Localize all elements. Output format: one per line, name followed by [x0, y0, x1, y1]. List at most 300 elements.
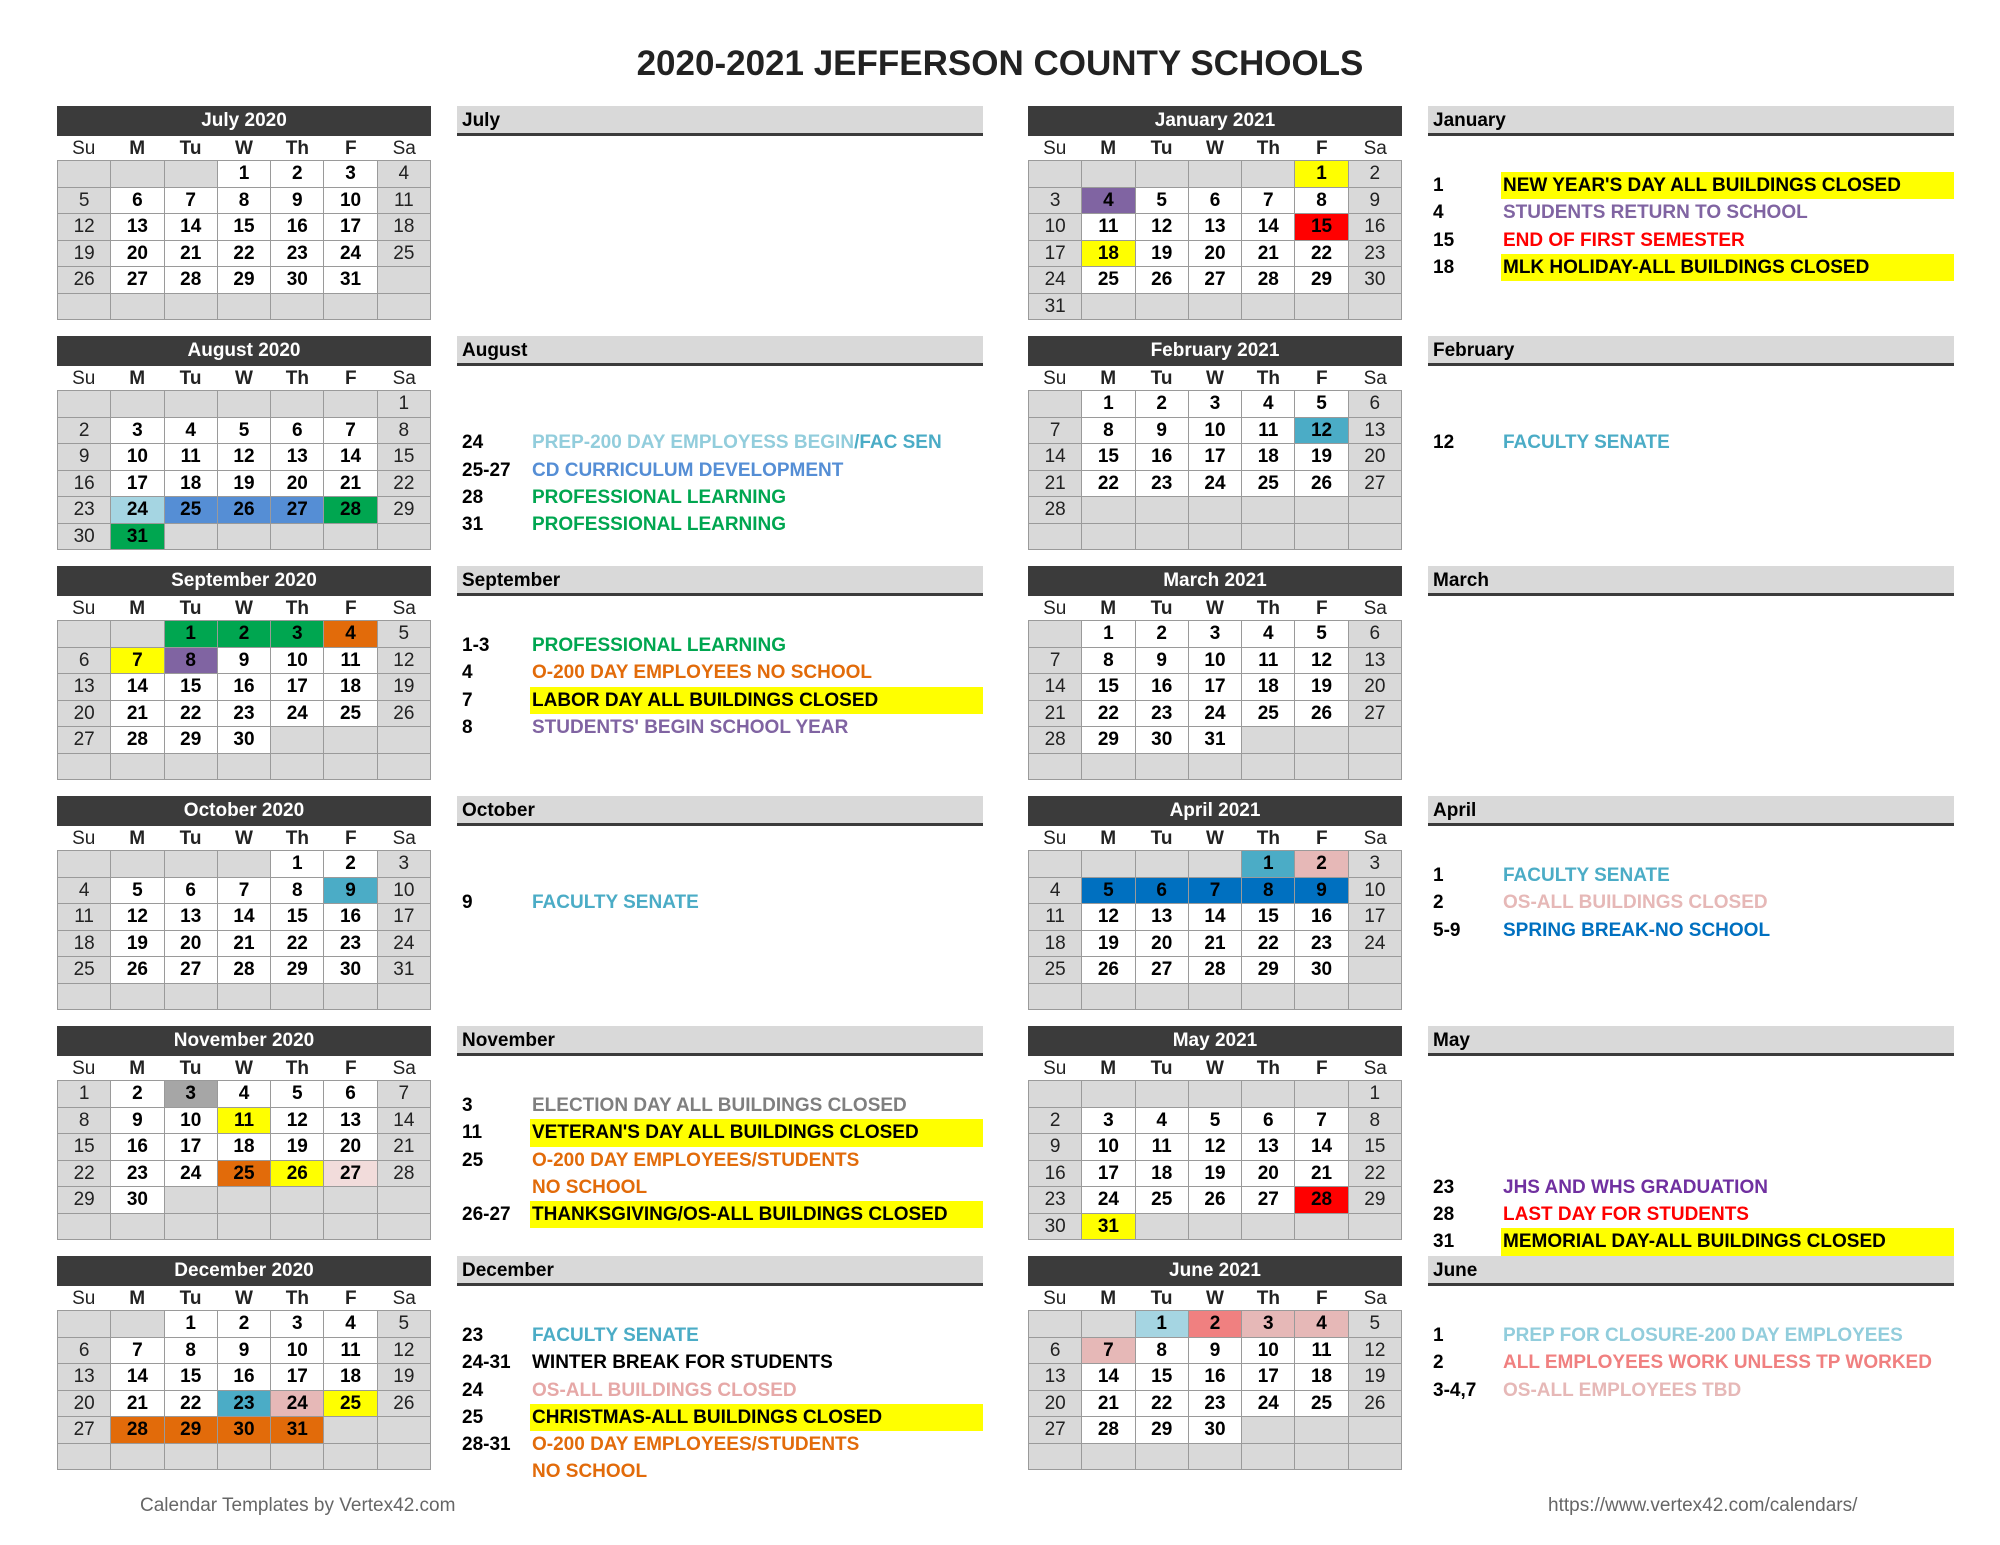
day-cell: 19	[378, 1364, 431, 1391]
event-text: PROFESSIONAL LEARNING	[532, 635, 787, 656]
week-row	[1029, 701, 1402, 728]
event-line	[457, 1431, 983, 1458]
weekday-label: Tu	[179, 598, 202, 619]
empty-cell	[58, 1444, 111, 1471]
empty-cell	[324, 524, 377, 551]
footer-url[interactable]: https://www.vertex42.com/calendars/	[1548, 1495, 1858, 1516]
day-cell: 19	[1136, 241, 1189, 268]
empty-cell	[1295, 754, 1348, 781]
day-cell: 17	[324, 214, 377, 241]
event-text: O-200 DAY EMPLOYEES/STUDENTS	[532, 1434, 860, 1456]
day-cell: 1	[58, 1081, 111, 1108]
day-cell: 7	[111, 648, 164, 675]
event-text	[530, 862, 983, 889]
day-cell: 28	[111, 1417, 164, 1444]
event-text: NO SCHOOL	[532, 1176, 648, 1198]
weekday-label: Th	[285, 828, 309, 849]
week-row	[58, 391, 431, 418]
empty-cell	[378, 1214, 431, 1241]
empty-cell	[1136, 524, 1189, 551]
weekday-label: Tu	[179, 1288, 202, 1309]
notes-month-heading: October	[457, 796, 983, 826]
event-line	[1428, 1228, 1954, 1255]
notes-month-heading: April	[1428, 796, 1954, 826]
empty-cell	[165, 391, 218, 418]
day-cell: 25	[1242, 471, 1295, 498]
empty-cell	[58, 1214, 111, 1241]
day-cell: 6	[1349, 621, 1402, 648]
day-cell: 20	[1029, 1391, 1082, 1418]
empty-cell	[1082, 984, 1135, 1011]
empty-cell	[1295, 984, 1348, 1011]
day-cell: 10	[111, 444, 164, 471]
week-row	[1029, 851, 1402, 878]
empty-cell	[378, 984, 431, 1011]
day-cell: 12	[378, 1338, 431, 1365]
day-cell: 4	[165, 418, 218, 445]
month-calendar	[57, 1026, 431, 1240]
weekday-label: W	[235, 598, 253, 619]
event-text: FACULTY SENATE	[1503, 865, 1670, 886]
empty-cell	[1189, 1444, 1242, 1471]
day-cell: 26	[58, 267, 111, 294]
day-cell: 9	[324, 878, 377, 905]
day-cell: 14	[111, 674, 164, 701]
day-cell: 24	[1189, 471, 1242, 498]
month-title: January 2021	[1028, 106, 1402, 136]
day-cell: 24	[271, 1391, 324, 1418]
week-row	[58, 161, 431, 188]
day-cell: 11	[1136, 1134, 1189, 1161]
day-cell: 13	[1029, 1364, 1082, 1391]
day-cell: 9	[1136, 418, 1189, 445]
day-cell: 28	[218, 957, 271, 984]
day-cell: 30	[1029, 1214, 1082, 1241]
empty-cell	[165, 754, 218, 781]
week-row	[58, 621, 431, 648]
day-cell: 13	[1136, 904, 1189, 931]
notes-month-heading: June	[1428, 1256, 1954, 1286]
day-cell: 13	[58, 674, 111, 701]
empty-cell	[1349, 754, 1402, 781]
day-cell: 30	[58, 524, 111, 551]
day-cell: 22	[1136, 1391, 1189, 1418]
day-cell: 27	[165, 957, 218, 984]
empty-cell	[378, 1444, 431, 1471]
empty-cell	[324, 1187, 377, 1214]
day-cell: 22	[165, 701, 218, 728]
empty-cell	[1242, 161, 1295, 188]
weekday-header	[1028, 366, 1402, 390]
weekday-label: Tu	[179, 828, 202, 849]
day-cell: 18	[378, 214, 431, 241]
day-cell: 12	[1082, 904, 1135, 931]
month-calendar	[57, 566, 431, 780]
month-title: June 2021	[1028, 1256, 1402, 1286]
day-cell: 24	[378, 931, 431, 958]
day-cell: 14	[1082, 1364, 1135, 1391]
empty-cell	[324, 727, 377, 754]
event-text: PROFESSIONAL LEARNING	[532, 486, 787, 508]
day-cell: 29	[218, 267, 271, 294]
weekday-header	[57, 1286, 431, 1310]
empty-cell	[1082, 524, 1135, 551]
empty-cell	[58, 1311, 111, 1338]
notes-month-heading: July	[457, 106, 983, 136]
day-cell: 8	[218, 188, 271, 215]
day-cell: 20	[111, 241, 164, 268]
day-cell: 18	[324, 1364, 377, 1391]
day-cell: 8	[165, 1338, 218, 1365]
event-line	[1428, 1174, 1954, 1201]
day-cell: 6	[1189, 188, 1242, 215]
day-cell: 1	[271, 851, 324, 878]
week-row	[1029, 418, 1402, 445]
weekday-label: Tu	[179, 138, 202, 159]
day-cell: 26	[218, 497, 271, 524]
day-cell: 19	[58, 241, 111, 268]
event-line	[1428, 1201, 1954, 1228]
event-text: FACULTY SENATE	[1503, 432, 1670, 454]
day-cell: 8	[271, 878, 324, 905]
weekday-label: M	[1100, 828, 1117, 849]
month-calendar	[57, 1256, 431, 1470]
day-cell: 21	[1295, 1161, 1348, 1188]
day-cell: 22	[1295, 241, 1348, 268]
empty-cell	[1082, 1081, 1135, 1108]
weekday-label: Sa	[1363, 598, 1387, 619]
empty-cell	[1082, 161, 1135, 188]
day-cell: 25	[1136, 1187, 1189, 1214]
day-cell: 14	[324, 444, 377, 471]
empty-cell	[1136, 984, 1189, 1011]
event-text: OS-ALL EMPLOYEES TBD	[1503, 1379, 1742, 1401]
day-cell: 7	[165, 188, 218, 215]
event-line	[1428, 1377, 1954, 1404]
weekday-label: M	[1100, 598, 1117, 619]
month-title: December 2020	[57, 1256, 431, 1286]
day-cell: 16	[58, 471, 111, 498]
day-cell: 25	[1082, 267, 1135, 294]
day-cell: 23	[1189, 1391, 1242, 1418]
event-date: 24	[462, 1379, 484, 1401]
day-cell: 18	[1242, 674, 1295, 701]
day-cell: 17	[378, 904, 431, 931]
empty-cell	[218, 851, 271, 878]
weekday-label: Su	[72, 828, 96, 849]
day-cell: 29	[1082, 727, 1135, 754]
event-line	[1428, 862, 1954, 889]
day-cell: 6	[1136, 878, 1189, 905]
event-date: 25	[462, 1149, 484, 1171]
day-cell: 11	[378, 188, 431, 215]
day-cell: 27	[1242, 1187, 1295, 1214]
day-cell: 21	[1242, 241, 1295, 268]
day-cell: 1	[1349, 1081, 1402, 1108]
day-cell: 5	[1082, 878, 1135, 905]
empty-cell	[58, 621, 111, 648]
empty-cell	[1082, 754, 1135, 781]
week-row	[1029, 984, 1402, 1011]
day-cell: 17	[111, 471, 164, 498]
event-line	[1428, 1119, 1954, 1146]
day-cell: 19	[1082, 931, 1135, 958]
day-cell: 3	[324, 161, 377, 188]
month-calendar	[1028, 336, 1402, 550]
day-cell: 21	[1029, 471, 1082, 498]
event-text: MLK HOLIDAY-ALL BUILDINGS CLOSED	[1501, 254, 1954, 281]
day-cell: 5	[1295, 621, 1348, 648]
weekday-label: Su	[1043, 1058, 1067, 1079]
weekday-label: F	[345, 598, 357, 619]
day-cell: 12	[1349, 1338, 1402, 1365]
event-line	[457, 1174, 983, 1201]
day-cell: 11	[218, 1108, 271, 1135]
empty-cell	[271, 524, 324, 551]
day-cell: 13	[58, 1364, 111, 1391]
weekday-label: Su	[72, 1058, 96, 1079]
event-text: CD CURRICULUM DEVELOPMENT	[532, 459, 844, 481]
event-date: 1	[1433, 175, 1444, 196]
day-cell: 4	[324, 1311, 377, 1338]
day-cell: 5	[58, 188, 111, 215]
empty-cell	[1029, 621, 1082, 648]
day-cell: 21	[378, 1134, 431, 1161]
day-cell: 22	[1082, 701, 1135, 728]
event-date: 25-27	[462, 459, 511, 481]
day-cell: 6	[58, 648, 111, 675]
day-cell: 6	[1242, 1108, 1295, 1135]
day-cell: 7	[111, 1338, 164, 1365]
empty-cell	[58, 391, 111, 418]
empty-cell	[1242, 727, 1295, 754]
day-cell: 31	[271, 1417, 324, 1444]
empty-cell	[1136, 294, 1189, 321]
weekday-label: Tu	[179, 368, 202, 389]
event-text	[1501, 1092, 1954, 1119]
empty-cell	[1136, 851, 1189, 878]
weekday-label: W	[1206, 1058, 1224, 1079]
day-cell: 8	[58, 1108, 111, 1135]
weekday-header	[1028, 1056, 1402, 1080]
weekday-label: W	[235, 1288, 253, 1309]
day-cell: 15	[271, 904, 324, 931]
weekday-label: M	[129, 1058, 146, 1079]
day-cell: 19	[378, 674, 431, 701]
day-cell: 6	[58, 1338, 111, 1365]
day-grid	[1028, 1310, 1402, 1470]
day-cell: 30	[271, 267, 324, 294]
day-cell: 22	[218, 241, 271, 268]
day-cell: 7	[324, 418, 377, 445]
event-line	[1428, 889, 1954, 916]
day-cell: 21	[1082, 1391, 1135, 1418]
day-cell: 1	[165, 621, 218, 648]
weekday-label: Su	[72, 598, 96, 619]
weekday-label: Tu	[1150, 138, 1173, 159]
day-cell: 15	[1136, 1364, 1189, 1391]
empty-cell	[324, 984, 377, 1011]
day-cell: 21	[1029, 701, 1082, 728]
empty-cell	[1189, 754, 1242, 781]
day-cell: 15	[1242, 904, 1295, 931]
day-cell: 2	[1029, 1108, 1082, 1135]
week-row	[1029, 444, 1402, 471]
notes-month-heading: September	[457, 566, 983, 596]
day-cell: 15	[378, 444, 431, 471]
week-row	[1029, 1311, 1402, 1338]
weekday-label: W	[235, 1058, 253, 1079]
day-cell: 19	[111, 931, 164, 958]
day-cell: 28	[1189, 957, 1242, 984]
week-row	[58, 1311, 431, 1338]
event-date: 1	[1433, 865, 1444, 886]
week-row	[58, 648, 431, 675]
day-cell: 16	[218, 1364, 271, 1391]
day-cell: 5	[1189, 1108, 1242, 1135]
event-date	[457, 1174, 530, 1201]
month-notes	[1428, 1026, 1954, 1256]
day-grid	[1028, 850, 1402, 1010]
day-cell: 24	[165, 1161, 218, 1188]
day-cell: 3	[1029, 188, 1082, 215]
day-cell: 3	[1242, 1311, 1295, 1338]
empty-cell	[218, 1187, 271, 1214]
empty-cell	[1242, 497, 1295, 524]
day-cell: 10	[324, 188, 377, 215]
day-cell: 16	[1029, 1161, 1082, 1188]
empty-cell	[1189, 1081, 1242, 1108]
empty-cell	[1349, 957, 1402, 984]
event-text: STUDENTS' BEGIN SCHOOL YEAR	[532, 716, 849, 738]
day-cell: 3	[1189, 391, 1242, 418]
weekday-header	[1028, 826, 1402, 850]
event-date: 28-31	[462, 1434, 511, 1456]
day-cell: 2	[1136, 621, 1189, 648]
empty-cell	[1136, 1081, 1189, 1108]
week-row	[58, 851, 431, 878]
week-row	[58, 1214, 431, 1241]
day-cell: 10	[271, 648, 324, 675]
day-cell: 19	[218, 471, 271, 498]
weekday-label: Tu	[1150, 828, 1173, 849]
empty-cell	[324, 1417, 377, 1444]
week-row	[58, 1417, 431, 1444]
empty-cell	[1029, 524, 1082, 551]
empty-cell	[1029, 984, 1082, 1011]
empty-cell	[1136, 754, 1189, 781]
day-cell: 26	[1082, 957, 1135, 984]
day-cell: 12	[1189, 1134, 1242, 1161]
month-notes	[457, 106, 983, 172]
empty-cell	[165, 1214, 218, 1241]
day-cell: 9	[271, 188, 324, 215]
empty-cell	[271, 1187, 324, 1214]
weekday-label: Su	[1043, 1288, 1067, 1309]
month-notes	[1428, 106, 1954, 281]
event-text: ALL EMPLOYEES WORK UNLESS TP WORKED	[1503, 1352, 1932, 1374]
day-cell: 7	[1082, 1338, 1135, 1365]
month-notes	[457, 336, 983, 538]
day-cell: 28	[324, 497, 377, 524]
day-cell: 10	[1349, 878, 1402, 905]
day-cell: 27	[1189, 267, 1242, 294]
week-row	[1029, 161, 1402, 188]
event-date: 24-31	[462, 1352, 511, 1374]
event-text	[1501, 402, 1954, 429]
weekday-label: Su	[1043, 598, 1067, 619]
weekday-label: Tu	[1150, 1058, 1173, 1079]
weekday-label: Su	[72, 138, 96, 159]
event-line	[1428, 1092, 1954, 1119]
day-cell: 2	[324, 851, 377, 878]
day-cell: 20	[1136, 931, 1189, 958]
day-cell: 12	[1136, 214, 1189, 241]
event-line	[457, 484, 983, 511]
day-cell: 31	[324, 267, 377, 294]
event-text	[1501, 1147, 1954, 1174]
empty-cell	[58, 851, 111, 878]
day-cell: 21	[324, 471, 377, 498]
week-row	[1029, 1134, 1402, 1161]
day-cell: 6	[165, 878, 218, 905]
week-row	[1029, 1417, 1402, 1444]
weekday-label: Sa	[1363, 368, 1387, 389]
event-text: CHRISTMAS-ALL BUILDINGS CLOSED	[530, 1404, 983, 1431]
empty-cell	[1029, 1444, 1082, 1471]
empty-cell	[111, 984, 164, 1011]
day-cell: 29	[1349, 1187, 1402, 1214]
weekday-label: F	[345, 1288, 357, 1309]
week-row	[1029, 621, 1402, 648]
day-cell: 11	[1242, 418, 1295, 445]
event-date: 23	[1433, 1176, 1455, 1198]
event-line	[457, 1404, 983, 1431]
day-cell: 24	[271, 701, 324, 728]
day-cell: 12	[1295, 418, 1348, 445]
day-cell: 2	[111, 1081, 164, 1108]
weekday-label: Th	[285, 368, 309, 389]
notes-month-heading: February	[1428, 336, 1954, 366]
empty-cell	[1189, 524, 1242, 551]
empty-cell	[1082, 1311, 1135, 1338]
day-cell: 23	[271, 241, 324, 268]
event-line	[1428, 917, 1954, 944]
day-cell: 9	[1029, 1134, 1082, 1161]
month-title: August 2020	[57, 336, 431, 366]
empty-cell	[1136, 1214, 1189, 1241]
empty-cell	[111, 621, 164, 648]
day-cell: 8	[165, 648, 218, 675]
day-cell: 18	[218, 1134, 271, 1161]
empty-cell	[111, 754, 164, 781]
day-cell: 14	[1295, 1134, 1348, 1161]
week-row	[58, 1134, 431, 1161]
event-line	[457, 659, 983, 686]
day-cell: 28	[111, 727, 164, 754]
week-row	[1029, 1081, 1402, 1108]
week-row	[1029, 497, 1402, 524]
day-cell: 17	[1242, 1364, 1295, 1391]
day-cell: 5	[271, 1081, 324, 1108]
empty-cell	[1189, 851, 1242, 878]
day-cell: 17	[271, 1364, 324, 1391]
month-calendar	[1028, 796, 1402, 1010]
empty-cell	[324, 391, 377, 418]
day-cell: 8	[378, 418, 431, 445]
month-notes	[1428, 1256, 1954, 1404]
event-line	[457, 1092, 983, 1119]
